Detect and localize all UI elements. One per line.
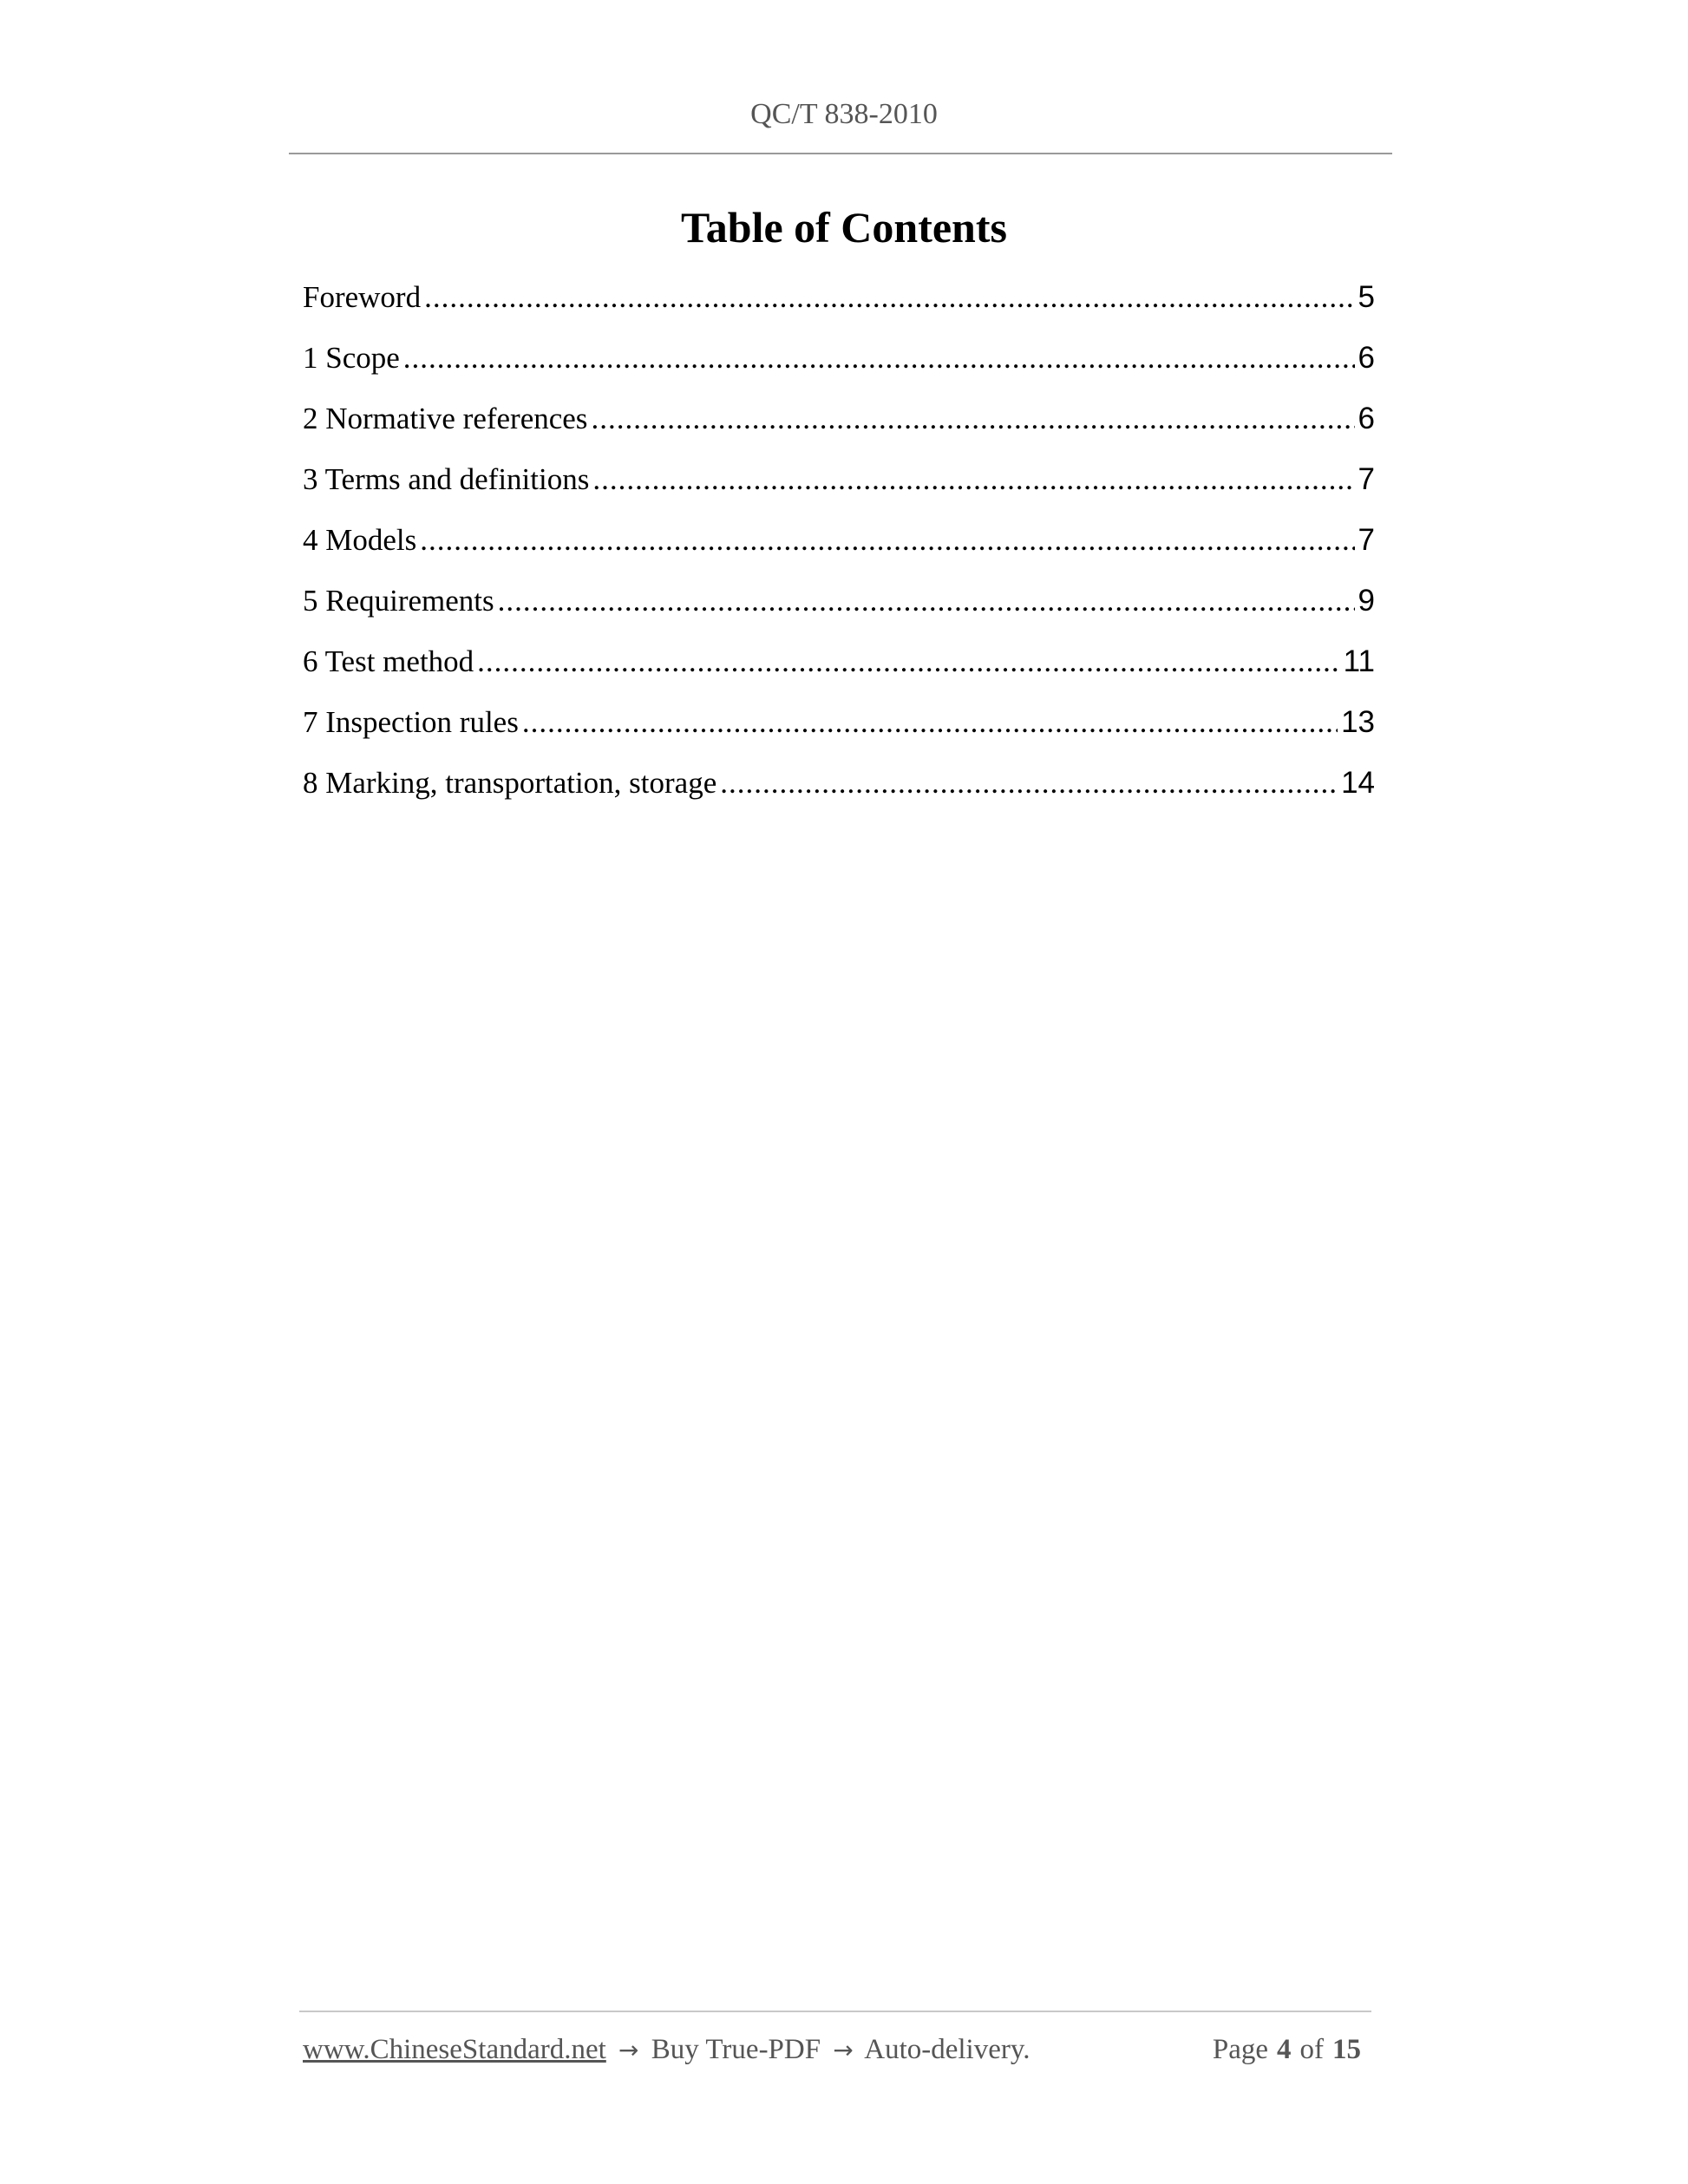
- toc-entry-normative-references[interactable]: [303, 397, 1375, 458]
- toc-entry-scope[interactable]: [303, 337, 1375, 397]
- toc-entry-label: Foreword: [303, 280, 422, 314]
- header-divider: [289, 153, 1392, 154]
- toc-dot-leader: [420, 519, 1354, 562]
- toc-entry-label: 7 Inspection rules: [303, 705, 519, 739]
- toc-entry-label: 3 Terms and definitions: [303, 462, 590, 496]
- toc-title: Table of Contents: [681, 203, 1007, 252]
- toc-entry-page: 14: [1341, 766, 1375, 800]
- toc-dot-leader: [720, 762, 1338, 805]
- toc-dot-leader: [592, 458, 1354, 501]
- toc-entry-label: 5 Requirements: [303, 584, 494, 618]
- toc-entry-page: 7: [1358, 462, 1375, 496]
- toc-entry-marking-transportation-storage[interactable]: [303, 762, 1375, 822]
- toc-dot-leader: [477, 640, 1339, 683]
- toc-dot-leader: [403, 337, 1355, 380]
- toc-entry-foreword[interactable]: [303, 276, 1375, 337]
- toc-entry-page: 13: [1341, 705, 1375, 739]
- toc-dot-leader: [498, 579, 1355, 623]
- toc-entry-terms-and-definitions[interactable]: [303, 458, 1375, 519]
- current-page-number: 4: [1277, 2034, 1292, 2065]
- toc-dot-leader: [424, 276, 1354, 319]
- toc-entry-page: 7: [1358, 523, 1375, 557]
- toc-entry-page: 6: [1358, 341, 1375, 375]
- footer-page-indicator: [1213, 2031, 1370, 2069]
- arrow-right-icon: →: [833, 2036, 854, 2064]
- toc-entry-label: 8 Marking, transportation, storage: [303, 766, 717, 800]
- page-header-title: QC/T 838-2010: [750, 98, 938, 130]
- toc-entry-models[interactable]: [303, 519, 1375, 579]
- toc-list: [303, 276, 1375, 822]
- of-word: of: [1299, 2034, 1324, 2065]
- arrow-right-icon: →: [618, 2036, 639, 2064]
- footer-delivery-text: Auto-delivery.: [864, 2034, 1030, 2065]
- page-word: Page: [1212, 2034, 1268, 2065]
- toc-dot-leader: [591, 397, 1354, 441]
- footer-left: [303, 2031, 1030, 2069]
- toc-entry-label: 6 Test method: [303, 644, 474, 678]
- toc-dot-leader: [522, 701, 1338, 744]
- toc-entry-label: 2 Normative references: [303, 402, 588, 435]
- footer-divider: [299, 2011, 1371, 2012]
- toc-entry-page: 5: [1358, 280, 1375, 314]
- toc-entry-label: 4 Models: [303, 523, 417, 557]
- toc-entry-inspection-rules[interactable]: [303, 701, 1375, 762]
- toc-entry-page: 6: [1358, 402, 1375, 435]
- page-footer: [303, 2031, 1370, 2069]
- toc-entry-requirements[interactable]: [303, 579, 1375, 640]
- toc-entry-label: 1 Scope: [303, 341, 400, 375]
- toc-entry-test-method[interactable]: [303, 640, 1375, 701]
- footer-site-link[interactable]: www.ChineseStandard.net: [303, 2034, 606, 2065]
- toc-entry-page: 11: [1343, 644, 1375, 678]
- total-pages-number: 15: [1332, 2034, 1361, 2065]
- footer-buy-text: Buy True-PDF: [651, 2034, 821, 2065]
- toc-entry-page: 9: [1358, 584, 1375, 618]
